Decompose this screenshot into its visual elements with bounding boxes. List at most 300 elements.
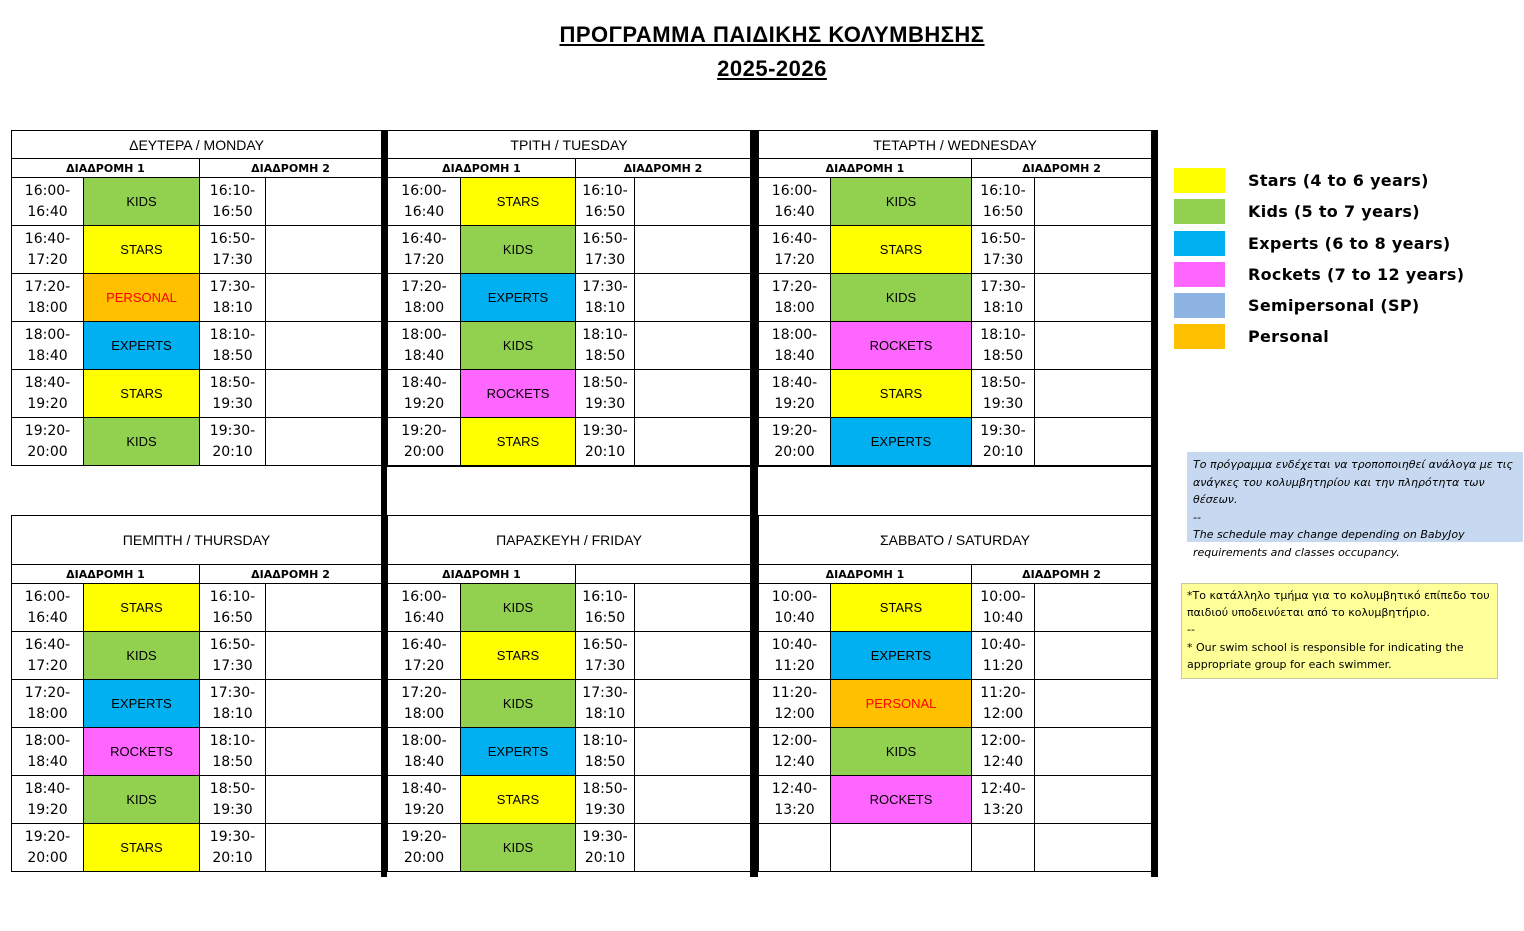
time-end: 19:30 [584, 801, 626, 818]
time-start: 18:50- [209, 374, 256, 391]
route-2-class-cell [1035, 728, 1152, 776]
time-start: 16:50- [582, 636, 628, 653]
time-start: 18:40- [401, 374, 447, 391]
time-slot-row [12, 226, 382, 274]
route-2-class-cell [635, 824, 751, 872]
route-2-time [200, 776, 266, 824]
route-2-time [972, 632, 1035, 680]
time-end: 13:20 [982, 801, 1024, 818]
legend-label: Experts (6 to 8 years) [1248, 233, 1451, 253]
time-start: 16:40- [771, 230, 818, 247]
route-1-time [759, 632, 831, 680]
time-start: 17:20- [24, 684, 71, 701]
route-2-time [200, 824, 266, 872]
legend-label: Rockets (7 to 12 years) [1248, 264, 1465, 284]
day-table-friday [387, 515, 750, 872]
route-2-header: ΔΙΑΔΡΟΜΗ 2 [972, 159, 1152, 178]
route-1-time [388, 824, 461, 872]
day-table-monday [11, 130, 381, 466]
time-start: 19:30- [582, 828, 628, 845]
route-2-time [576, 680, 635, 728]
day-table-thursday [11, 515, 381, 872]
time-end: 16:40 [403, 203, 445, 220]
time-end: 19:30 [212, 395, 253, 412]
route-2-time [576, 632, 635, 680]
schedule-change-note [1187, 452, 1523, 559]
time-start: 10:40- [771, 636, 818, 653]
route-2-class-cell [266, 728, 382, 776]
time-start: 18:50- [980, 374, 1026, 391]
route-2-time [200, 178, 266, 226]
route-1-time [759, 824, 831, 872]
route-2-class-cell [635, 178, 751, 226]
route-2-class-cell [266, 178, 382, 226]
time-end [972, 848, 1034, 869]
time-slot-row [759, 728, 1152, 776]
class-cell: KIDS [831, 274, 972, 322]
route-2-class-cell [266, 418, 382, 466]
route-1-time [388, 226, 461, 274]
time-end: 11:20 [774, 657, 815, 674]
time-start: 10:40- [980, 636, 1026, 653]
route-2-class-cell [266, 776, 382, 824]
route-1-time [388, 632, 461, 680]
time-start: 18:00- [401, 732, 447, 749]
schedule-table [11, 515, 382, 872]
time-end: 18:50 [982, 347, 1024, 364]
time-end: 18:40 [403, 347, 445, 364]
time-end: 18:50 [584, 753, 626, 770]
day-table-tuesday [387, 130, 750, 466]
time-end: 20:10 [584, 443, 626, 460]
note-line: Το πρόγραμμα ενδέχεται να τροποποιηθεί ανάλογα με τις [1193, 458, 1513, 471]
time-slot-row [759, 322, 1152, 370]
time-end: 16:50 [212, 203, 253, 220]
time-slot-row [388, 178, 751, 226]
time-slot-row [12, 824, 382, 872]
time-start: 17:30- [980, 278, 1026, 295]
route-2-time [576, 418, 635, 466]
class-cell: KIDS [831, 178, 972, 226]
class-cell: KIDS [831, 728, 972, 776]
time-start: 19:30- [209, 422, 256, 439]
time-start: 16:50- [582, 230, 628, 247]
route-2-class-cell [635, 680, 751, 728]
schedule-table [758, 130, 1152, 466]
time-end: 18:40 [27, 753, 68, 770]
legend-swatch [1174, 262, 1225, 287]
time-end: 16:40 [27, 609, 68, 626]
route-2-time [200, 680, 266, 728]
route-1-header: ΔΙΑΔΡΟΜΗ 1 [388, 159, 576, 178]
time-start: 16:40- [401, 230, 447, 247]
time-start: 19:20- [771, 422, 818, 439]
route-2-time [576, 226, 635, 274]
day-header: ΔΕΥΤΕΡΑ / MONDAY [12, 131, 382, 159]
time-end: 17:20 [774, 251, 815, 268]
time-end: 18:00 [403, 705, 445, 722]
time-end: 12:40 [774, 753, 815, 770]
time-start: 16:10- [209, 588, 256, 605]
time-end: 18:10 [584, 299, 626, 316]
time-end: 20:10 [212, 443, 253, 460]
time-slot-row [388, 584, 751, 632]
time-end: 17:30 [584, 657, 626, 674]
route-1-time [759, 584, 831, 632]
time-end: 18:10 [212, 299, 253, 316]
route-2-class-cell [1035, 680, 1152, 728]
legend-swatch [1174, 293, 1225, 318]
route-2-class-cell [1035, 824, 1152, 872]
route-2-time [576, 728, 635, 776]
route-2-time [972, 370, 1035, 418]
route-2-class-cell [635, 584, 751, 632]
class-cell: STARS [461, 178, 576, 226]
time-slot-row [388, 274, 751, 322]
time-slot-row [759, 226, 1152, 274]
legend-swatch [1174, 168, 1225, 193]
day-table-wednesday [758, 130, 1151, 466]
time-slot-row [388, 632, 751, 680]
route-2-class-cell [635, 322, 751, 370]
time-start: 16:50- [209, 230, 256, 247]
time-end: 17:30 [584, 251, 626, 268]
time-end: 20:00 [403, 849, 445, 866]
right-border [1151, 130, 1158, 877]
class-cell: PERSONAL [84, 274, 200, 322]
time-start: 16:10- [209, 182, 256, 199]
time-end: 12:00 [774, 705, 815, 722]
time-start: 16:00- [24, 182, 71, 199]
route-1-time [12, 274, 84, 322]
legend-label: Personal [1248, 327, 1330, 347]
time-end: 16:50 [584, 203, 626, 220]
gap-line [381, 466, 1158, 467]
day-table-saturday [758, 515, 1151, 872]
class-cell: STARS [831, 584, 972, 632]
route-2-header: ΔΙΑΔΡΟΜΗ 2 [200, 565, 382, 584]
route-2-class-cell [635, 226, 751, 274]
route-2-time [972, 418, 1035, 466]
route-2-class-cell [1035, 418, 1152, 466]
route-1-time [12, 776, 84, 824]
day-header: ΤΕΤΑΡΤΗ / WEDNESDAY [759, 131, 1152, 159]
class-cell: KIDS [84, 418, 200, 466]
route-2-time [972, 728, 1035, 776]
route-1-time [388, 418, 461, 466]
route-1-header: ΔΙΑΔΡΟΜΗ 1 [759, 565, 972, 584]
time-slot-row [12, 728, 382, 776]
class-cell: EXPERTS [831, 632, 972, 680]
route-1-time [12, 322, 84, 370]
time-end: 18:10 [982, 299, 1024, 316]
time-start: 16:10- [582, 588, 628, 605]
time-start: 10:00- [771, 588, 818, 605]
class-cell: KIDS [461, 322, 576, 370]
time-end: 18:50 [212, 753, 253, 770]
time-end: 19:20 [403, 395, 445, 412]
note-line: appropriate group for each swimmer. [1187, 657, 1392, 671]
route-2-class-cell [266, 632, 382, 680]
class-cell: ROCKETS [831, 322, 972, 370]
route-1-time [759, 776, 831, 824]
route-2-time [972, 274, 1035, 322]
route-2-class-cell [1035, 178, 1152, 226]
time-end: 20:10 [982, 443, 1024, 460]
time-start: 18:40- [24, 780, 71, 797]
route-2-class-cell [1035, 274, 1152, 322]
route-2-class-cell [266, 274, 382, 322]
time-start: 18:40- [771, 374, 818, 391]
time-slot-row [12, 632, 382, 680]
route-1-header: ΔΙΑΔΡΟΜΗ 1 [759, 159, 972, 178]
time-start: 16:00- [401, 182, 447, 199]
route-2-time [576, 322, 635, 370]
time-end: 17:30 [982, 251, 1024, 268]
day-header: ΣΑΒΒΑΤΟ / SATURDAY [759, 516, 1152, 565]
class-cell: ROCKETS [461, 370, 576, 418]
time-start: 19:20- [24, 828, 71, 845]
class-cell: KIDS [84, 776, 200, 824]
time-end: 18:10 [584, 705, 626, 722]
route-2-class-cell [635, 418, 751, 466]
time-end: 18:00 [27, 705, 68, 722]
route-2-time [972, 322, 1035, 370]
class-cell: STARS [831, 226, 972, 274]
time-start: 16:40- [24, 636, 71, 653]
route-2-time [200, 584, 266, 632]
class-cell: STARS [461, 632, 576, 680]
route-1-time [759, 178, 831, 226]
time-slot-row [759, 178, 1152, 226]
route-2-time [200, 226, 266, 274]
legend-label: Stars (4 to 6 years) [1248, 171, 1429, 190]
time-start: 11:20- [980, 684, 1026, 701]
time-end: 17:20 [403, 251, 445, 268]
time-slot-row [12, 322, 382, 370]
time-end: 19:20 [774, 395, 815, 412]
time-start: 18:00- [401, 326, 447, 343]
time-end: 19:30 [584, 395, 626, 412]
time-start: 17:20- [401, 684, 447, 701]
route-1-time [388, 370, 461, 418]
time-slot-row [12, 418, 382, 466]
class-cell: STARS [84, 824, 200, 872]
route-1-time [12, 824, 84, 872]
time-start: 19:30- [209, 828, 256, 845]
time-start: 16:00- [771, 182, 818, 199]
time-start: 12:00- [980, 732, 1026, 749]
route-2-class-cell [635, 274, 751, 322]
level-assignment-note [1181, 583, 1498, 679]
route-2-class-cell [635, 776, 751, 824]
time-start: 18:10- [582, 326, 628, 343]
route-2-time [576, 178, 635, 226]
time-start: 16:50- [209, 636, 256, 653]
note-line: -- [1187, 623, 1195, 637]
time-end: 16:40 [403, 609, 445, 626]
note-line: The schedule may change depending on BabyJoy [1193, 528, 1465, 541]
route-1-time [759, 418, 831, 466]
time-slot-row [759, 776, 1152, 824]
time-start: 18:50- [582, 374, 628, 391]
time-end [759, 848, 830, 869]
route-1-time [388, 728, 461, 776]
time-start: 12:00- [771, 732, 818, 749]
time-start: 16:50- [980, 230, 1026, 247]
time-slot-row [12, 370, 382, 418]
time-start: 18:10- [209, 326, 256, 343]
time-start: 16:40- [24, 230, 71, 247]
time-end: 19:30 [212, 801, 253, 818]
time-end: 18:50 [212, 347, 253, 364]
class-cell: STARS [84, 226, 200, 274]
time-end: 20:00 [774, 443, 815, 460]
route-1-time [388, 274, 461, 322]
time-start: 17:30- [209, 684, 256, 701]
route-2-header: ΔΙΑΔΡΟΜΗ 2 [576, 159, 751, 178]
time-start: 17:30- [582, 684, 628, 701]
time-slot-row [759, 584, 1152, 632]
time-slot-row [759, 824, 1152, 872]
class-cell: STARS [84, 370, 200, 418]
time-start: 19:20- [401, 422, 447, 439]
route-2-class-cell [635, 632, 751, 680]
class-cell: EXPERTS [84, 322, 200, 370]
time-start: 16:10- [582, 182, 628, 199]
route-1-time [759, 322, 831, 370]
time-end: 10:40 [774, 609, 815, 626]
route-1-time [12, 370, 84, 418]
time-end: 16:50 [584, 609, 626, 626]
time-end: 16:50 [982, 203, 1024, 220]
route-2-time [576, 776, 635, 824]
time-slot-row [759, 632, 1152, 680]
route-1-time [12, 418, 84, 466]
route-1-header: ΔΙΑΔΡΟΜΗ 1 [388, 565, 576, 584]
route-2-header [576, 565, 751, 584]
note-line: παιδιού υποδεινύεται από το κολυμβητήριο. [1187, 606, 1430, 620]
time-slot-row [12, 178, 382, 226]
time-start: 19:20- [24, 422, 71, 439]
route-2-time [972, 178, 1035, 226]
route-2-time [200, 274, 266, 322]
time-start: 12:40- [771, 780, 818, 797]
route-1-time [12, 728, 84, 776]
time-start: 18:10- [209, 732, 256, 749]
time-slot-row [12, 584, 382, 632]
time-start: 17:20- [24, 278, 71, 295]
schedule-table [387, 130, 751, 466]
time-end: 12:40 [982, 753, 1024, 770]
time-slot-row [388, 680, 751, 728]
time-slot-row [388, 824, 751, 872]
note-line: -- [1193, 510, 1201, 524]
legend-swatch [1174, 231, 1225, 256]
time-start: 18:40- [24, 374, 71, 391]
time-end: 19:20 [27, 801, 68, 818]
route-2-time [576, 584, 635, 632]
route-2-time [972, 824, 1035, 872]
time-end: 20:00 [403, 443, 445, 460]
time-end: 16:50 [212, 609, 253, 626]
time-end: 16:40 [27, 203, 68, 220]
time-start: 18:10- [980, 326, 1026, 343]
schedule-table [387, 515, 751, 872]
time-slot-row [759, 274, 1152, 322]
schedule-table [11, 130, 382, 466]
time-slot-row [388, 728, 751, 776]
route-2-time [972, 776, 1035, 824]
route-1-time [12, 632, 84, 680]
class-cell: ROCKETS [84, 728, 200, 776]
time-start: 17:20- [771, 278, 818, 295]
day-header: ΠΕΜΠΤΗ / THURSDAY [12, 516, 382, 565]
class-cell: EXPERTS [461, 728, 576, 776]
day-header: ΤΡΙΤΗ / TUESDAY [388, 131, 751, 159]
time-slot-row [388, 226, 751, 274]
class-cell: STARS [461, 776, 576, 824]
route-2-class-cell [635, 370, 751, 418]
route-1-time [388, 584, 461, 632]
time-start: 18:50- [582, 780, 628, 797]
route-2-class-cell [1035, 322, 1152, 370]
time-start [972, 827, 1034, 848]
time-start: 12:40- [980, 780, 1026, 797]
time-end: 18:10 [212, 705, 253, 722]
time-end: 18:40 [403, 753, 445, 770]
route-2-class-cell [266, 584, 382, 632]
route-2-time [972, 680, 1035, 728]
route-2-time [200, 632, 266, 680]
route-2-time [972, 226, 1035, 274]
time-end: 12:00 [982, 705, 1024, 722]
day-header: ΠΑΡΑΣΚΕΥΗ / FRIDAY [388, 516, 751, 565]
time-slot-row [388, 370, 751, 418]
time-end: 20:10 [584, 849, 626, 866]
class-cell: STARS [831, 370, 972, 418]
schedule-title: ΠΡΟΓΡΑΜΜΑ ΠΑΙΔΙΚΗΣ ΚΟΛΥΜΒΗΣΗΣ [559, 22, 985, 47]
time-slot-row [388, 776, 751, 824]
time-slot-row [12, 776, 382, 824]
class-cell: KIDS [461, 226, 576, 274]
route-2-class-cell [635, 728, 751, 776]
route-2-class-cell [1035, 776, 1152, 824]
route-1-time [12, 680, 84, 728]
schedule-year: 2025-2026 [717, 56, 827, 81]
route-2-header: ΔΙΑΔΡΟΜΗ 2 [200, 159, 382, 178]
legend-label: Semipersonal (SP) [1248, 296, 1420, 316]
time-slot-row [759, 680, 1152, 728]
time-end: 17:20 [27, 251, 68, 268]
time-end: 18:00 [27, 299, 68, 316]
class-cell: ROCKETS [831, 776, 972, 824]
class-cell: EXPERTS [84, 680, 200, 728]
route-2-header: ΔΙΑΔΡΟΜΗ 2 [972, 565, 1152, 584]
route-1-time [388, 776, 461, 824]
time-end: 17:30 [212, 251, 253, 268]
route-1-time [12, 584, 84, 632]
legend-swatch [1174, 199, 1225, 224]
class-cell: STARS [461, 418, 576, 466]
time-start: 17:30- [209, 278, 256, 295]
time-end: 19:20 [27, 395, 68, 412]
time-slot-row [12, 680, 382, 728]
time-slot-row [388, 322, 751, 370]
time-start [759, 827, 830, 848]
note-line: * Our swim school is responsible for indicating the [1187, 640, 1464, 654]
time-end: 10:40 [982, 609, 1024, 626]
